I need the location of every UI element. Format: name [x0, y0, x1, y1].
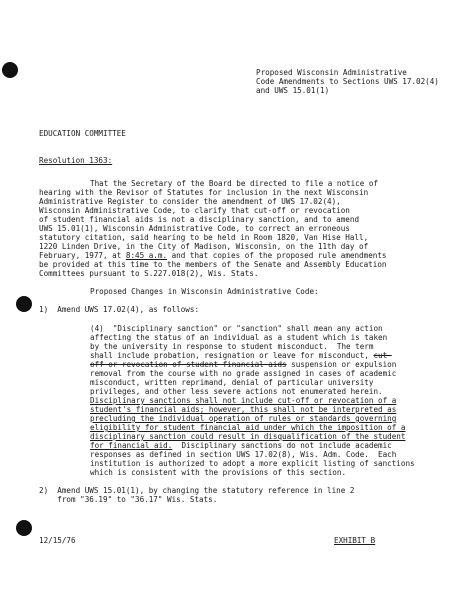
struck-text-revocation: off or revocation of student financial aids — [90, 360, 287, 369]
added-text-line-3: precluding the individual operation of rules or standards governing — [90, 414, 397, 423]
header-line-3: and UWS 15.01(1) — [256, 86, 330, 95]
item-1-line-5-end: suspension or expulsion — [286, 360, 397, 369]
body-line-11: Committees pursuant to S.227.018(2), Wis. Stats. — [39, 269, 259, 278]
proposed-changes-heading: Proposed Changes in Wisconsin Administrative Code: — [90, 287, 319, 296]
item-1-label: 1) Amend UWS 17.02(4), as follows: — [39, 305, 200, 314]
added-text-line-5: disciplinary sanction could result in disqualification of the student — [90, 432, 406, 441]
binder-hole-middle — [16, 296, 32, 312]
added-text-line-1: Disciplinary sanctions shall not include cut-off or revocation of a — [90, 396, 397, 405]
struck-text-cutoff: cut- — [373, 351, 392, 360]
item-1-line-7: misconduct, written reprimand, denial of particular university — [90, 378, 374, 387]
item-1-line-14-end: Disciplinary sanctions do not include academic — [172, 441, 392, 450]
body-line-7: statutory citation, said hearing to be held in Room 1820, Van Hise Hall, — [39, 233, 369, 242]
body-line-5: of student financial aids is not a disciplinary sanction, and to amend — [39, 215, 360, 224]
added-text-line-2: student's financial aids; however, this shall not be interpreted as — [90, 405, 397, 414]
item-1-line-16: institution is authorized to adopt a more explicit listing of sanctions — [90, 459, 415, 468]
item-2-line-2: from "36.19" to "36.17" Wis. Stats. — [39, 495, 218, 504]
exhibit-label: EXHIBIT B — [334, 536, 376, 545]
header-line-1: Proposed Wisconsin Administrative — [256, 68, 407, 77]
body-line-2: hearing with the Revisor of Statutes for inclusion in the next Wisconsin — [39, 188, 369, 197]
body-line-8: 1220 Linden Drive, in the City of Madison, Wisconsin, on the 11th day of — [39, 242, 369, 251]
committee-heading: EDUCATION COMMITTEE — [39, 129, 126, 138]
body-line-9-end: and that copies of the proposed rule amendments — [167, 251, 387, 260]
body-line-6: UWS 15.01(1), Wisconsin Administrative Code, to correct an erroneous — [39, 224, 350, 233]
item-1-line-6: removal from the course with no grade assigned in cases of academic — [90, 369, 397, 378]
binder-hole-top — [2, 62, 18, 78]
item-1-line-4-start: shall include probation, resignation or leave for misconduct, — [90, 351, 374, 360]
body-line-3: Administrative Register to consider the amendment of UWS 17.02(4), — [39, 197, 341, 206]
item-1-line-8: privileges, and other less severe actions not enumerated herein. — [90, 387, 383, 396]
added-text-line-4: eligibility for student financial aid under which the imposition of a — [90, 423, 406, 432]
header-line-2: Code Amendments to Sections UWS 17.02(4) — [256, 77, 439, 86]
resolution-number: Resolution 1363: — [39, 156, 113, 165]
item-1-line-1: (4) "Disciplinary sanction" or "sanction" shall mean any action — [90, 324, 383, 333]
hearing-time: 8:45 a.m. — [125, 251, 168, 260]
body-line-4: Wisconsin Administrative Code, to clarify that cut-off or revocation — [39, 206, 350, 215]
item-1-line-15: responses as defined in section UWS 17.02(8), Wis. Adm. Code. Each — [90, 450, 397, 459]
binder-hole-bottom — [16, 520, 32, 536]
added-text-line-6: for financial aid. — [90, 441, 173, 450]
item-1-line-17: which is consistent with the provisions of this section. — [90, 468, 347, 477]
body-line-9-start: February, 1977, at — [39, 251, 126, 260]
item-1-line-3: by the university in response to student misconduct. The term — [90, 342, 374, 351]
item-2-line-1: 2) Amend UWS 15.01(1), by changing the statutory reference in line 2 — [39, 486, 355, 495]
footer-date: 12/15/76 — [39, 536, 76, 545]
item-1-line-2: affecting the status of an individual as a student which is taken — [90, 333, 388, 342]
body-line-10: be provided at this time to the members of the Senate and Assembly Education — [39, 260, 387, 269]
body-line-1: That the Secretary of the Board be directed to file a notice of — [90, 179, 379, 188]
